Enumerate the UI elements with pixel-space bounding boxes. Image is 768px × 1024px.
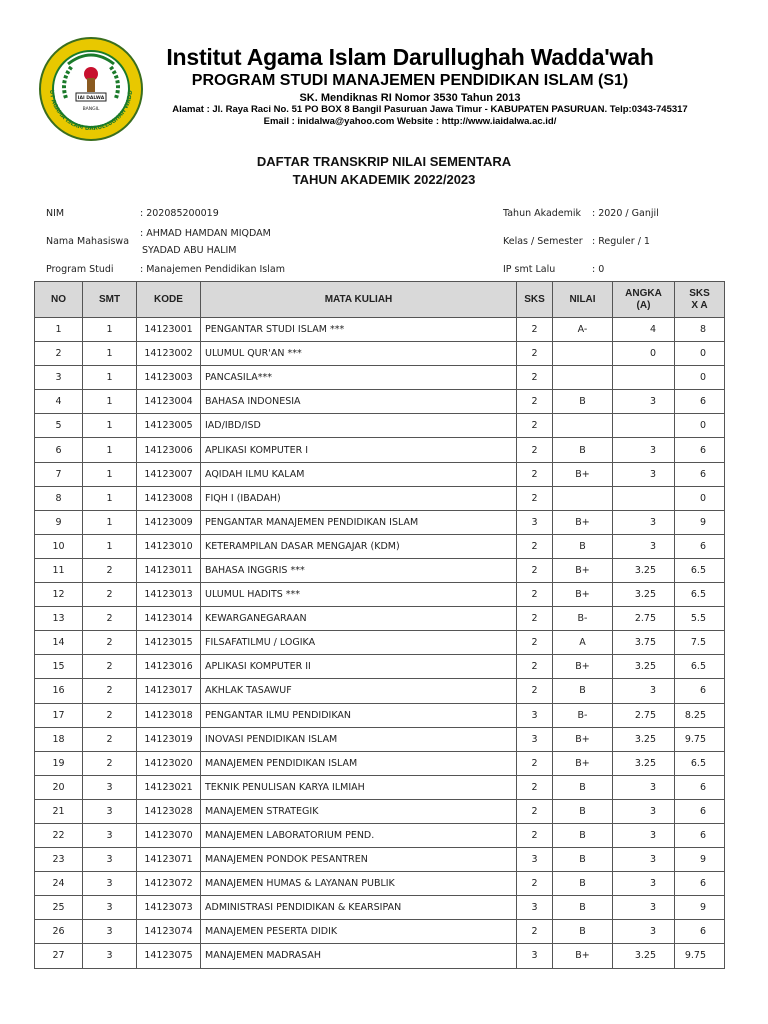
header-smt: SMT — [83, 282, 137, 318]
cell-mata-kuliah: BAHASA INDONESIA — [201, 390, 517, 414]
table-row — [35, 486, 725, 510]
cell-sks-x-a: 9.75 — [675, 944, 725, 968]
cell-no: 22 — [35, 823, 83, 847]
cell-angka — [613, 486, 675, 510]
cell-sks: 2 — [517, 823, 553, 847]
cell-no: 19 — [35, 751, 83, 775]
cell-angka: 3 — [613, 799, 675, 823]
cell-sks-x-a: 6.5 — [675, 558, 725, 582]
cell-nilai: B+ — [553, 583, 613, 607]
cell-smt: 1 — [83, 390, 137, 414]
cell-nilai — [553, 366, 613, 390]
cell-no: 24 — [35, 872, 83, 896]
cell-kode: 14123011 — [137, 558, 201, 582]
cell-sks-x-a: 6.5 — [675, 751, 725, 775]
seal-emblem-text: UT AGAMA ISLAM DARULLUGHAH WADD — [47, 89, 135, 133]
cell-sks: 2 — [517, 366, 553, 390]
cell-no: 27 — [35, 944, 83, 968]
cell-kode: 14123001 — [137, 318, 201, 342]
table-row — [35, 318, 725, 342]
cell-kode: 14123070 — [137, 823, 201, 847]
cell-sks-x-a: 6 — [675, 920, 725, 944]
cell-sks-x-a: 9 — [675, 896, 725, 920]
cell-angka: 3 — [613, 775, 675, 799]
cell-mata-kuliah: ULUMUL QUR'AN *** — [201, 342, 517, 366]
cell-kode: 14123021 — [137, 775, 201, 799]
cell-sks-x-a: 6 — [675, 872, 725, 896]
cell-no: 26 — [35, 920, 83, 944]
seal-banner-text: IAI DALWA — [77, 96, 105, 101]
cell-mata-kuliah: PANCASILA*** — [201, 366, 517, 390]
cell-mata-kuliah: APLIKASI KOMPUTER II — [201, 655, 517, 679]
program-label: Program Studi — [46, 264, 114, 275]
cell-nilai: B — [553, 534, 613, 558]
cell-no: 18 — [35, 727, 83, 751]
cell-mata-kuliah: ADMINISTRASI PENDIDIKAN & KEARSIPAN — [201, 896, 517, 920]
cell-sks: 3 — [517, 848, 553, 872]
cell-angka: 3 — [613, 679, 675, 703]
cell-angka: 3 — [613, 872, 675, 896]
table-row — [35, 366, 725, 390]
cell-smt: 1 — [83, 510, 137, 534]
cell-sks: 2 — [517, 920, 553, 944]
cell-smt: 2 — [83, 703, 137, 727]
cell-nilai: B — [553, 823, 613, 847]
cell-no: 20 — [35, 775, 83, 799]
cell-smt: 3 — [83, 775, 137, 799]
cell-mata-kuliah: MANAJEMEN PENDIDIKAN ISLAM — [201, 751, 517, 775]
cell-nilai: A- — [553, 318, 613, 342]
cell-sks-x-a: 0 — [675, 486, 725, 510]
cell-kode: 14123008 — [137, 486, 201, 510]
cell-no: 6 — [35, 438, 83, 462]
cell-nilai: B — [553, 848, 613, 872]
cell-nilai: B — [553, 775, 613, 799]
cell-nilai — [553, 414, 613, 438]
cell-sks: 3 — [517, 896, 553, 920]
cell-smt: 2 — [83, 727, 137, 751]
cell-no: 4 — [35, 390, 83, 414]
cell-sks-x-a: 6.5 — [675, 655, 725, 679]
cell-kode: 14123071 — [137, 848, 201, 872]
cell-no: 21 — [35, 799, 83, 823]
table-row — [35, 872, 725, 896]
header-angka: ANGKA (A) — [613, 282, 675, 318]
cell-mata-kuliah: PENGANTAR MANAJEMEN PENDIDIKAN ISLAM — [201, 510, 517, 534]
cell-angka: 3.25 — [613, 558, 675, 582]
cell-kode: 14123075 — [137, 944, 201, 968]
cell-no: 25 — [35, 896, 83, 920]
cell-sks-x-a: 8.25 — [675, 703, 725, 727]
ip-label: IP smt Lalu — [503, 264, 556, 275]
year-label: Tahun Akademik — [503, 208, 582, 219]
grades-table — [34, 281, 725, 969]
cell-mata-kuliah: MANAJEMEN PONDOK PESANTREN — [201, 848, 517, 872]
cell-nilai: B — [553, 799, 613, 823]
ip-value: : 0 — [592, 264, 605, 275]
cell-kode: 14123002 — [137, 342, 201, 366]
cell-sks: 2 — [517, 679, 553, 703]
cell-smt: 3 — [83, 872, 137, 896]
cell-smt: 3 — [83, 944, 137, 968]
cell-angka: 3 — [613, 534, 675, 558]
cell-kode: 14123010 — [137, 534, 201, 558]
cell-sks-x-a: 0 — [675, 342, 725, 366]
cell-no: 23 — [35, 848, 83, 872]
cell-no: 17 — [35, 703, 83, 727]
cell-mata-kuliah: AQIDAH ILMU KALAM — [201, 462, 517, 486]
cell-kode: 14123072 — [137, 872, 201, 896]
cell-sks-x-a: 6 — [675, 823, 725, 847]
cell-kode: 14123073 — [137, 896, 201, 920]
cell-sks-x-a: 5.5 — [675, 607, 725, 631]
cell-angka: 3.75 — [613, 631, 675, 655]
cell-sks-x-a: 6 — [675, 462, 725, 486]
cell-nilai — [553, 342, 613, 366]
cell-smt: 2 — [83, 631, 137, 655]
cell-no: 14 — [35, 631, 83, 655]
cell-nilai: B — [553, 679, 613, 703]
cell-sks: 2 — [517, 607, 553, 631]
cell-no: 13 — [35, 607, 83, 631]
decree-text: SK. Mendiknas RI Nomor 3530 Tahun 2013 — [299, 92, 521, 104]
cell-sks: 2 — [517, 486, 553, 510]
nim-label: NIM — [46, 208, 65, 219]
cell-sks-x-a: 9.75 — [675, 727, 725, 751]
cell-nilai: B+ — [553, 751, 613, 775]
cell-smt: 1 — [83, 462, 137, 486]
cell-no: 9 — [35, 510, 83, 534]
nim-value: : 202085200019 — [140, 208, 219, 219]
cell-smt: 2 — [83, 679, 137, 703]
cell-kode: 14123014 — [137, 607, 201, 631]
cell-sks-x-a: 0 — [675, 414, 725, 438]
cell-nilai — [553, 486, 613, 510]
cell-sks-x-a: 6 — [675, 438, 725, 462]
cell-nilai: B+ — [553, 510, 613, 534]
cell-nilai: B — [553, 872, 613, 896]
cell-nilai: B — [553, 896, 613, 920]
cell-angka — [613, 366, 675, 390]
header-mata-kuliah: MATA KULIAH — [201, 282, 517, 318]
grades-table-body — [35, 318, 725, 969]
cell-no: 12 — [35, 583, 83, 607]
table-row — [35, 534, 725, 558]
contact-text: Email : inidalwa@yahoo.com Website : http://www.iaidalwa.ac.id/ — [263, 116, 557, 127]
cell-no: 11 — [35, 558, 83, 582]
table-row — [35, 583, 725, 607]
cell-angka: 3 — [613, 823, 675, 847]
cell-angka: 0 — [613, 342, 675, 366]
table-row — [35, 462, 725, 486]
cell-angka — [613, 414, 675, 438]
name-label: Nama Mahasiswa — [46, 236, 130, 247]
cell-no: 5 — [35, 414, 83, 438]
cell-kode: 14123028 — [137, 799, 201, 823]
table-row — [35, 848, 725, 872]
cell-angka: 3.25 — [613, 944, 675, 968]
cell-angka: 3.25 — [613, 583, 675, 607]
table-row — [35, 510, 725, 534]
academic-year-title: TAHUN AKADEMIK 2022/2023 — [292, 172, 476, 187]
cell-kode: 14123018 — [137, 703, 201, 727]
name-value-line1: : AHMAD HAMDAN MIQDAM — [140, 228, 271, 239]
cell-sks-x-a: 7.5 — [675, 631, 725, 655]
cell-sks: 2 — [517, 462, 553, 486]
cell-sks: 2 — [517, 318, 553, 342]
cell-sks: 2 — [517, 799, 553, 823]
cell-sks-x-a: 9 — [675, 848, 725, 872]
table-row — [35, 944, 725, 968]
cell-sks-x-a: 6 — [675, 679, 725, 703]
cell-mata-kuliah: KEWARGANEGARAAN — [201, 607, 517, 631]
program-value: : Manajemen Pendidikan Islam — [140, 264, 285, 275]
cell-sks-x-a: 6 — [675, 390, 725, 414]
cell-sks: 2 — [517, 534, 553, 558]
institution-name: Institut Agama Islam Darullughah Wadda'wah — [166, 44, 654, 70]
program-name: PROGRAM STUDI MANAJEMEN PENDIDIKAN ISLAM (S1) — [191, 72, 629, 89]
cell-sks: 2 — [517, 558, 553, 582]
cell-smt: 3 — [83, 920, 137, 944]
table-row — [35, 703, 725, 727]
cell-kode: 14123017 — [137, 679, 201, 703]
cell-kode: 14123004 — [137, 390, 201, 414]
cell-sks-x-a: 6 — [675, 534, 725, 558]
cell-nilai: B — [553, 390, 613, 414]
cell-mata-kuliah: IAD/IBD/ISD — [201, 414, 517, 438]
cell-mata-kuliah: MANAJEMEN STRATEGIK — [201, 799, 517, 823]
institute-seal-icon — [38, 36, 144, 142]
cell-smt: 1 — [83, 486, 137, 510]
cell-mata-kuliah: AKHLAK TASAWUF — [201, 679, 517, 703]
cell-no: 8 — [35, 486, 83, 510]
cell-mata-kuliah: APLIKASI KOMPUTER I — [201, 438, 517, 462]
cell-nilai: B — [553, 920, 613, 944]
cell-sks-x-a: 6 — [675, 799, 725, 823]
table-row — [35, 823, 725, 847]
cell-mata-kuliah: FILSAFATILMU / LOGIKA — [201, 631, 517, 655]
cell-angka: 2.75 — [613, 703, 675, 727]
cell-smt: 1 — [83, 438, 137, 462]
cell-no: 3 — [35, 366, 83, 390]
address-text: Alamat : Jl. Raya Raci No. 51 PO BOX 8 Bangil Pasuruan Jawa Timur - KABUPATEN PASURUAN. Telp:0343-745317 — [172, 104, 688, 115]
cell-kode: 14123016 — [137, 655, 201, 679]
cell-sks-x-a: 9 — [675, 510, 725, 534]
cell-nilai: B+ — [553, 727, 613, 751]
cell-mata-kuliah: ULUMUL HADITS *** — [201, 583, 517, 607]
cell-mata-kuliah: MANAJEMEN LABORATORIUM PEND. — [201, 823, 517, 847]
table-row — [35, 896, 725, 920]
cell-sks: 2 — [517, 631, 553, 655]
cell-no: 10 — [35, 534, 83, 558]
cell-kode: 14123015 — [137, 631, 201, 655]
header-kode: KODE — [137, 282, 201, 318]
table-row — [35, 727, 725, 751]
cell-mata-kuliah: MANAJEMEN HUMAS & LAYANAN PUBLIK — [201, 872, 517, 896]
table-row — [35, 558, 725, 582]
cell-no: 1 — [35, 318, 83, 342]
cell-angka: 3 — [613, 390, 675, 414]
table-row — [35, 655, 725, 679]
cell-nilai: B+ — [553, 462, 613, 486]
cell-sks: 2 — [517, 775, 553, 799]
cell-mata-kuliah: FIQH I (IBADAH) — [201, 486, 517, 510]
document-title: DAFTAR TRANSKRIP NILAI SEMENTARA — [256, 154, 512, 169]
cell-sks: 3 — [517, 944, 553, 968]
cell-sks: 2 — [517, 390, 553, 414]
cell-kode: 14123074 — [137, 920, 201, 944]
cell-kode: 14123013 — [137, 583, 201, 607]
cell-angka: 2.75 — [613, 607, 675, 631]
cell-angka: 4 — [613, 318, 675, 342]
cell-smt: 1 — [83, 414, 137, 438]
cell-no: 16 — [35, 679, 83, 703]
cell-angka: 3 — [613, 438, 675, 462]
table-row — [35, 390, 725, 414]
cell-sks: 2 — [517, 438, 553, 462]
cell-mata-kuliah: MANAJEMEN PESERTA DIDIK — [201, 920, 517, 944]
table-row — [35, 775, 725, 799]
table-row — [35, 631, 725, 655]
cell-mata-kuliah: KETERAMPILAN DASAR MENGAJAR (KDM) — [201, 534, 517, 558]
cell-smt: 2 — [83, 607, 137, 631]
table-row — [35, 438, 725, 462]
cell-nilai: A — [553, 631, 613, 655]
cell-smt: 2 — [83, 558, 137, 582]
class-label: Kelas / Semester — [503, 236, 583, 247]
cell-smt: 3 — [83, 848, 137, 872]
cell-angka: 3 — [613, 510, 675, 534]
cell-sks: 2 — [517, 414, 553, 438]
cell-sks: 3 — [517, 703, 553, 727]
cell-smt: 3 — [83, 896, 137, 920]
year-value: : 2020 / Ganjil — [592, 208, 659, 219]
cell-smt: 1 — [83, 318, 137, 342]
cell-angka: 3 — [613, 848, 675, 872]
cell-smt: 3 — [83, 823, 137, 847]
seal-city-text: BANGIL — [82, 107, 100, 112]
cell-nilai: B — [553, 438, 613, 462]
cell-angka: 3.25 — [613, 655, 675, 679]
cell-sks-x-a: 6 — [675, 775, 725, 799]
cell-sks-x-a: 6.5 — [675, 583, 725, 607]
cell-mata-kuliah: BAHASA INGGRIS *** — [201, 558, 517, 582]
cell-nilai: B- — [553, 703, 613, 727]
cell-kode: 14123003 — [137, 366, 201, 390]
cell-angka: 3 — [613, 462, 675, 486]
cell-smt: 1 — [83, 342, 137, 366]
cell-smt: 2 — [83, 583, 137, 607]
cell-angka: 3 — [613, 920, 675, 944]
cell-angka: 3.25 — [613, 751, 675, 775]
class-value: : Reguler / 1 — [592, 236, 650, 247]
table-row — [35, 799, 725, 823]
cell-kode: 14123005 — [137, 414, 201, 438]
cell-sks: 2 — [517, 655, 553, 679]
cell-mata-kuliah: MANAJEMEN MADRASAH — [201, 944, 517, 968]
cell-nilai: B- — [553, 607, 613, 631]
cell-sks: 2 — [517, 342, 553, 366]
cell-mata-kuliah: INOVASI PENDIDIKAN ISLAM — [201, 727, 517, 751]
cell-mata-kuliah: PENGANTAR STUDI ISLAM *** — [201, 318, 517, 342]
cell-sks: 2 — [517, 583, 553, 607]
table-row — [35, 679, 725, 703]
table-row — [35, 607, 725, 631]
cell-no: 7 — [35, 462, 83, 486]
name-value-line2: SYADAD ABU HALIM — [142, 245, 237, 256]
header-no: NO — [35, 282, 83, 318]
cell-nilai: B+ — [553, 655, 613, 679]
cell-smt: 2 — [83, 655, 137, 679]
cell-sks-x-a: 8 — [675, 318, 725, 342]
cell-mata-kuliah: TEKNIK PENULISAN KARYA ILMIAH — [201, 775, 517, 799]
cell-kode: 14123020 — [137, 751, 201, 775]
cell-smt: 1 — [83, 366, 137, 390]
cell-angka: 3 — [613, 896, 675, 920]
cell-sks-x-a: 0 — [675, 366, 725, 390]
cell-sks: 2 — [517, 872, 553, 896]
cell-kode: 14123006 — [137, 438, 201, 462]
cell-angka: 3.25 — [613, 727, 675, 751]
cell-kode: 14123007 — [137, 462, 201, 486]
cell-smt: 2 — [83, 751, 137, 775]
cell-sks: 3 — [517, 727, 553, 751]
header-nilai: NILAI — [553, 282, 613, 318]
cell-kode: 14123009 — [137, 510, 201, 534]
cell-no: 2 — [35, 342, 83, 366]
cell-nilai: B+ — [553, 558, 613, 582]
cell-smt: 1 — [83, 534, 137, 558]
cell-mata-kuliah: PENGANTAR ILMU PENDIDIKAN — [201, 703, 517, 727]
header-sks-x-a: SKS X A — [675, 282, 725, 318]
table-row — [35, 920, 725, 944]
cell-no: 15 — [35, 655, 83, 679]
table-row — [35, 414, 725, 438]
cell-nilai: B+ — [553, 944, 613, 968]
table-row — [35, 342, 725, 366]
cell-kode: 14123019 — [137, 727, 201, 751]
table-header-row — [35, 282, 725, 318]
cell-smt: 3 — [83, 799, 137, 823]
header-sks: SKS — [517, 282, 553, 318]
cell-sks: 3 — [517, 510, 553, 534]
table-row — [35, 751, 725, 775]
cell-sks: 2 — [517, 751, 553, 775]
